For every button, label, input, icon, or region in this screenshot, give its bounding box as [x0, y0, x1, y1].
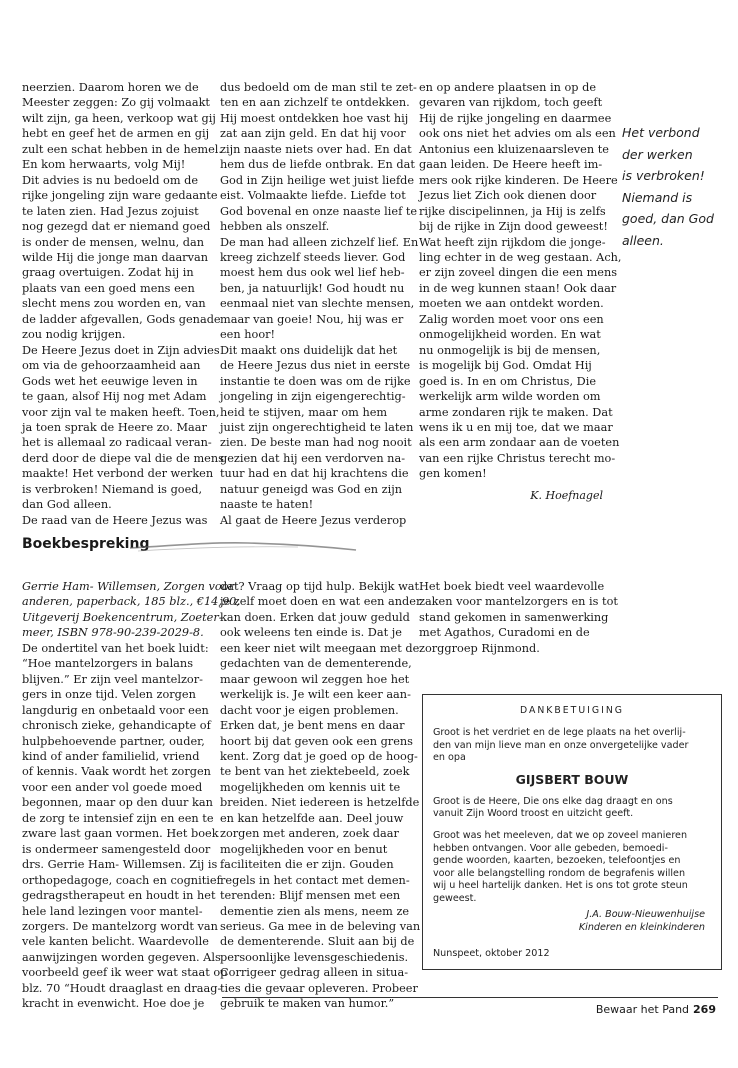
text-line: is ondermeer samengesteld door: [22, 842, 211, 856]
text-line: ja toen sprak de Heere zo. Maar: [22, 420, 207, 434]
text-line: De Heere Jezus doet in Zijn advies: [22, 343, 220, 357]
text-line: maar van goeie! Nou, hij was er: [220, 312, 404, 326]
text-line: begonnen, maar op den duur kan: [22, 796, 213, 810]
notice-line: Groot was het meeleven, dat we op zoveel manieren: [433, 829, 688, 841]
text-line: gevaren van rijkdom, toch geeft: [419, 96, 603, 110]
text-line: De ondertitel van het boek luidt:: [22, 641, 209, 655]
text-line: gaan leiden. De Heere heeft im-: [419, 158, 603, 172]
notice-paragraph-2: [433, 796, 711, 821]
text-line: zaken voor mantelzorgers en is tot: [419, 595, 618, 609]
notice-line: den van mijn lieve man en onze onvergetelijke vader: [433, 739, 689, 751]
text-line: Antonius een kluizenaarsleven te: [419, 142, 609, 156]
text-line: nu onmogelijk is bij de mensen,: [419, 343, 601, 357]
text-line: dus bedoeld om de man stil te zet-: [220, 81, 417, 94]
text-line: te bent van het ziektebeeld, zoek: [220, 765, 410, 779]
text-line: ook weleens ten einde is. Dat je: [220, 626, 402, 640]
page-footer: [596, 1003, 716, 1016]
quote-line: der werken: [622, 146, 693, 162]
pull-quote: [622, 122, 734, 251]
text-line: Uitgeverij Boekencentrum, Zoeter-: [22, 610, 223, 624]
text-line: dan God alleen.: [22, 498, 112, 512]
text-line: dementie zien als mens, neem ze: [220, 904, 410, 918]
quote-line: alleen.: [622, 232, 664, 248]
text-line: je zelf moet doen en wat een ander: [220, 595, 422, 609]
text-line: gedachten van de dementerende,: [220, 657, 412, 671]
text-line: natuur geneigd was God en zijn: [220, 482, 402, 496]
text-line: Jezus liet Zich ook dienen door: [419, 189, 597, 203]
text-line: vele kanten belicht. Waardevolle: [22, 935, 209, 949]
text-line: Wat heeft zijn rijkdom die jonge-: [419, 235, 606, 249]
text-line: gen komen!: [419, 467, 487, 481]
text-line: zorgen met anderen, zoek daar: [220, 827, 399, 841]
text-line: ben, ja natuurlijk! God houdt nu: [220, 281, 405, 295]
notice-line: Groot is het verdriet en de lege plaats na het overlij-: [433, 727, 686, 738]
article-signature: K. Hoefnagel: [530, 488, 603, 502]
text-line: zware last gaan vormen. Het boek: [22, 827, 219, 841]
text-line: Dit maakt ons duidelijk dat het: [220, 343, 398, 357]
text-line: Gerrie Ham- Willemsen, Zorgen voor: [22, 580, 234, 593]
text-line: blz. 70 “Houdt draaglast en draag-: [22, 981, 222, 995]
text-line: heid te stijven, maar om hem: [220, 405, 388, 419]
text-line: faciliteiten die er zijn. Gouden: [220, 858, 394, 872]
deceased-name: GIJSBERT BOUW: [515, 771, 629, 787]
text-line: zult een schat hebben in de hemel.: [22, 142, 223, 156]
text-line: de dementerende. Sluit aan bij de: [220, 935, 415, 949]
text-line: eenmaal niet van slechte mensen,: [220, 297, 415, 311]
text-line: werkelijk is. Je wilt een keer aan-: [220, 688, 411, 702]
text-line: God in Zijn heilige wet juist liefde: [220, 173, 415, 187]
text-line: dacht voor je eigen problemen.: [220, 703, 399, 717]
text-line: werkelijk arm wilde worden om: [419, 390, 601, 404]
text-line: slecht mens zou worden en, van: [22, 297, 206, 311]
text-line: kent. Zorg dat je goed op de hoog-: [220, 749, 418, 763]
text-line: voorbeeld geef ik weer wat staat op: [22, 966, 228, 980]
text-line: Hij moest ontdekken hoe vast hij: [220, 111, 409, 125]
text-line: eist. Volmaakte liefde. Liefde tot: [220, 189, 406, 203]
text-line: de Heere Jezus dus niet in eerste: [220, 359, 411, 373]
text-line: meer, ISBN 978-90-239-2029-8.: [22, 626, 204, 640]
text-line: in de weg kunnen staan! Ook daar: [419, 281, 617, 295]
text-line: voor een ander vol goede moed: [22, 780, 203, 794]
text-line: zijn naaste niets over had. En dat: [220, 142, 412, 156]
review-column-3: [419, 579, 618, 656]
text-line: maakte! Het verbond der werken: [22, 467, 214, 481]
text-line: God bovenal en onze naaste lief te: [220, 204, 418, 218]
notice-line: gende woorden, kaarten, bezoeken, telefoontjes en: [433, 855, 681, 867]
text-line: stand gekomen in samenwerking: [419, 610, 609, 624]
heading-swoosh-decoration: [128, 538, 358, 558]
text-line: chronisch zieke, gehandicapte of: [22, 719, 211, 733]
signer-line: Kinderen en kleinkinderen: [578, 921, 705, 933]
text-line: zien. De beste man had nog nooit: [220, 436, 412, 450]
text-line: maar gewoon wil zeggen hoe het: [220, 672, 410, 686]
text-line: moest hem dus ook wel lief heb-: [220, 266, 405, 280]
text-line: kracht in evenwicht. Hoe doe je: [22, 997, 205, 1011]
text-line: instantie te doen was om de rijke: [220, 374, 411, 388]
text-line: goed is. In en om Christus, Die: [419, 374, 596, 388]
text-line: het is allemaal zo radicaal veran-: [22, 436, 212, 450]
text-line: zorggroep Rijnmond.: [419, 641, 540, 655]
text-line: gebruik te maken van humor.”: [220, 997, 395, 1011]
text-line: wens ik u en mij toe, dat we maar: [419, 420, 613, 434]
article-column-2: [220, 80, 419, 528]
notice-place-date: Nunspeet, oktober 2012: [433, 948, 550, 959]
text-line: blijven.” Er zijn veel mantelzor-: [22, 672, 203, 686]
text-line: van een rijke Christus terecht mo-: [419, 451, 616, 465]
text-line: tuur had en dat hij krachtens die: [220, 467, 409, 481]
notice-line: voor alle belangstelling rondom de begrafenis willen: [433, 867, 686, 879]
notice-line: Groot is de Heere, Die ons elke dag draagt en ons: [433, 795, 673, 807]
text-line: drs. Gerrie Ham- Willemsen. Zij is: [22, 858, 218, 872]
text-line: Dit advies is nu bedoeld om de: [22, 173, 199, 187]
text-line: bij de rijke in Zijn dood geweest!: [419, 220, 608, 234]
quote-line: goed, dan God: [622, 211, 714, 226]
text-line: Hij de rijke jongeling en daarmee: [419, 111, 612, 125]
text-line: hem dus de liefde ontbrak. En dat: [220, 158, 415, 172]
text-line: plaats van een goed mens een: [22, 281, 195, 295]
magazine-name: Bewaar het Pand: [595, 1003, 690, 1016]
text-line: mogelijkheden voor en benut: [220, 842, 388, 856]
notice-signers: [433, 908, 711, 934]
notice-line: en opa: [433, 752, 466, 764]
article-column-1: [22, 80, 224, 528]
text-line: is verbroken! Niemand is goed,: [22, 482, 203, 496]
notice-title: DANKBETUIGING: [520, 705, 624, 716]
text-line: wilt zijn, ga heen, verkoop wat gij: [22, 111, 216, 125]
text-line: hele land lezingen voor mantel-: [22, 904, 203, 918]
text-line: juist zijn ongerechtigheid te laten: [220, 420, 414, 434]
text-line: anderen, paperback, 185 blz., €14,90,: [22, 595, 240, 609]
text-line: met Agathos, Curadomi en de: [419, 626, 590, 640]
text-line: en op andere plaatsen in op de: [419, 81, 597, 94]
text-line: neerzien. Daarom horen we de: [22, 81, 199, 94]
quote-line: Niemand is: [622, 189, 693, 205]
text-line: gers in onze tijd. Velen zorgen: [22, 688, 196, 702]
text-line: er zijn zoveel dingen die een mens: [419, 266, 618, 280]
text-line: onmogelijkheid worden. En wat: [419, 328, 601, 342]
text-line: Corrigeer gedrag alleen in situa-: [220, 966, 409, 980]
acknowledgement-notice: [422, 694, 722, 970]
text-line: kreeg zichzelf steeds liever. God: [220, 250, 406, 264]
text-line: ling echter in de weg gestaan. Ach,: [419, 250, 622, 264]
signer-line: J.A. Bouw-Nieuwenhuijse: [586, 908, 705, 920]
text-line: of kennis. Vaak wordt het zorgen: [22, 765, 211, 779]
text-line: arme zondaren rijk te maken. Dat: [419, 405, 613, 419]
text-line: zou nodig krijgen.: [22, 328, 126, 342]
text-line: graag overtuigen. Zodat hij in: [22, 266, 194, 280]
notice-line: vanuit Zijn Woord troost en uitzicht geeft.: [433, 808, 634, 820]
book-details: [22, 579, 240, 641]
text-line: wilde Hij die jonge man daarvan: [22, 250, 208, 264]
text-line: voor zijn val te maken heeft. Toen,: [22, 405, 220, 419]
notice-line: wij u heel hartelijk danken. Het is ons tot grote steun: [433, 880, 688, 892]
notice-line: hebben ontvangen. Voor alle gebeden, bemoedi-: [433, 842, 668, 854]
text-line: zat aan zijn geld. En dat hij voor: [220, 127, 406, 141]
text-line: Al gaat de Heere Jezus verderop: [220, 513, 407, 527]
notice-line: geweest.: [433, 892, 477, 904]
text-line: mers ook rijke kinderen. De Heere: [419, 173, 618, 187]
text-line: te laten zien. Had Jezus zojuist: [22, 204, 199, 218]
text-line: jongeling in zijn eigengerechtig-: [220, 390, 406, 404]
text-line: hulpbehoevende partner, ouder,: [22, 734, 205, 748]
text-line: is mogelijk bij God. Omdat Hij: [419, 359, 592, 373]
footer-rule: [222, 997, 718, 998]
text-line: kan doen. Erken dat jouw geduld: [220, 610, 410, 624]
text-line: aanwijzingen worden gegeven. Als: [22, 950, 221, 964]
text-line: hebben als onszelf.: [220, 220, 330, 234]
text-line: serieus. Ga mee in de beleving van: [220, 919, 421, 933]
text-line: ten en aan zichzelf te ontdekken.: [220, 96, 410, 110]
text-line: breiden. Niet iedereen is hetzelfde: [220, 796, 420, 810]
article-column-3: [419, 80, 622, 503]
notice-paragraph-1: [433, 727, 711, 765]
text-line: hebt en geef het de armen en gij: [22, 127, 210, 141]
text-line: orthopedagoge, coach en cognitief: [22, 873, 221, 887]
text-line: ook ons niet het advies om als een: [419, 127, 616, 141]
text-line: een keer niet wilt meegaan met de: [220, 641, 420, 655]
text-line: rijke discipelinnen, ja Hij is zelfs: [419, 204, 606, 218]
text-line: regels in het contact met demen-: [220, 873, 410, 887]
text-line: is onder de mensen, welnu, dan: [22, 235, 205, 249]
text-line: en kan hetzelfde aan. Deel jouw: [220, 811, 404, 825]
text-line: om via de gehoorzaamheid aan: [22, 359, 201, 373]
quote-line: is verbroken!: [622, 168, 705, 183]
notice-paragraph-3: [433, 830, 711, 906]
text-line: hoort bij dat geven ook een grens: [220, 734, 413, 748]
text-line: dat? Vraag op tijd hulp. Bekijk wat: [220, 580, 420, 593]
text-line: moeten we aan ontdekt worden.: [419, 297, 604, 311]
text-line: langdurig en onbetaald voor een: [22, 703, 209, 717]
text-line: En kom herwaarts, volg Mij!: [22, 158, 186, 172]
text-line: Erken dat, je bent mens en daar: [220, 719, 405, 733]
review-column-2: [220, 579, 422, 1012]
text-line: gezien dat hij een verdorven na-: [220, 451, 406, 465]
text-line: mogelijkheden om kennis uit te: [220, 780, 401, 794]
text-line: gedragstherapeut en houdt in het: [22, 889, 216, 903]
text-line: kind of ander familielid, vriend: [22, 749, 200, 763]
text-line: ties die gevaar opleveren. Probeer: [220, 981, 418, 995]
text-line: De man had alleen zichzelf lief. En: [220, 235, 419, 249]
review-column-1: [22, 579, 240, 1012]
text-line: De raad van de Heere Jezus was: [22, 513, 208, 527]
text-line: Gods wet het eeuwige leven in: [22, 374, 198, 388]
text-line: terenden: Blijf mensen met een: [220, 889, 401, 903]
text-line: persoonlijke levensgeschiedenis.: [220, 950, 409, 964]
text-line: rijke jongeling zijn ware gedaante: [22, 189, 218, 203]
section-heading: Boekbespreking: [22, 536, 150, 552]
text-line: “Hoe mantelzorgers in balans: [22, 657, 193, 671]
text-line: een hoor!: [220, 328, 276, 342]
text-line: als een arm zondaar aan de voeten: [419, 436, 620, 450]
text-line: naaste te haten!: [220, 498, 314, 512]
text-line: Het boek biedt veel waardevolle: [419, 580, 605, 593]
text-line: de zorg te intensief zijn en een te: [22, 811, 214, 825]
page-number: 269: [693, 1003, 716, 1016]
text-line: zorgers. De mantelzorg wordt van: [22, 919, 218, 933]
quote-line: Het verbond: [622, 125, 700, 140]
text-line: de ladder afgevallen, Gods genade: [22, 312, 221, 326]
text-line: Zalig worden moet voor ons een: [419, 312, 604, 326]
text-line: te gaan, alsof Hij nog met Adam: [22, 390, 207, 404]
text-line: Meester zeggen: Zo gij volmaakt: [22, 96, 210, 110]
text-line: nog gezegd dat er niemand goed: [22, 220, 211, 234]
text-line: derd door de diepe val die de mens: [22, 451, 224, 465]
